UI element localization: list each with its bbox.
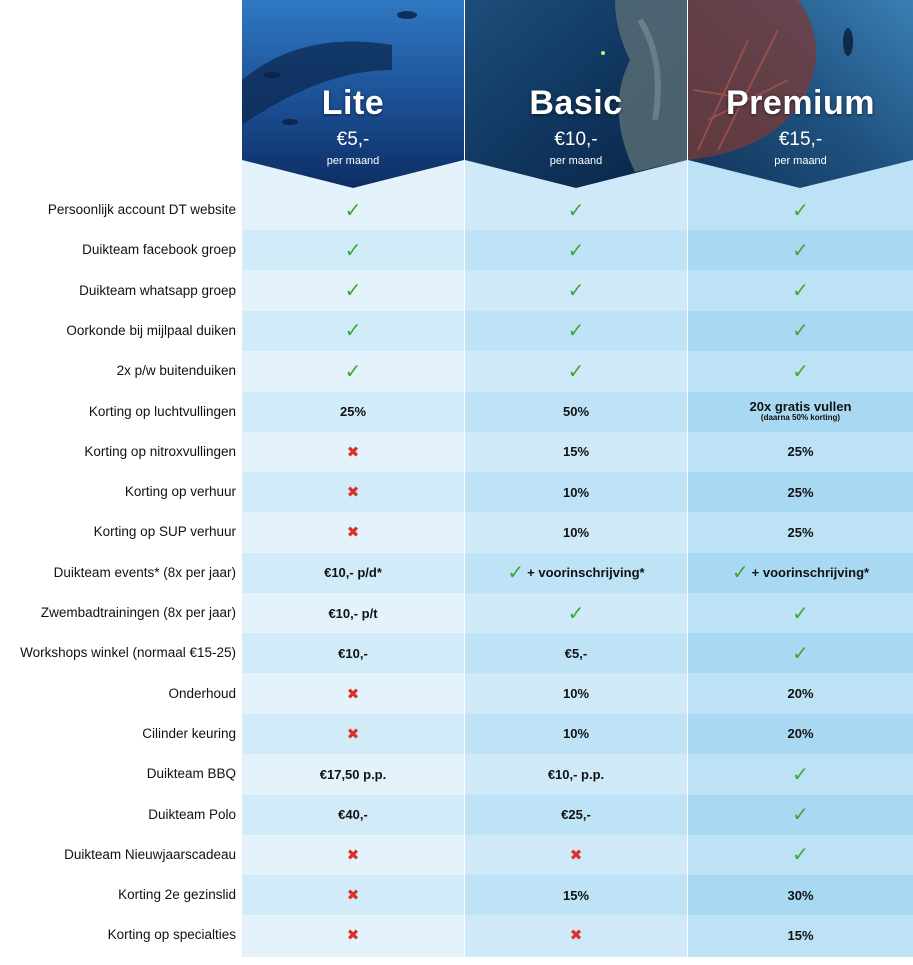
cell-basic (465, 795, 687, 835)
cross-icon: ✖ (346, 725, 360, 743)
plan-price: €5,- (336, 129, 370, 150)
cell-lite (242, 472, 464, 512)
cell-basic (465, 311, 687, 351)
plan-header-premium (688, 0, 913, 188)
table-row (0, 674, 913, 714)
feature-label: Korting op SUP verhuur (93, 524, 236, 540)
cell-text: 25% (787, 484, 814, 500)
plan-header-lite (242, 0, 464, 188)
check-icon: ✓ (792, 804, 809, 826)
table-row (0, 432, 913, 472)
check-icon: ✓ (792, 642, 809, 665)
table-row (0, 351, 913, 391)
cell-text: 30% (787, 887, 814, 903)
cell-basic (465, 875, 687, 915)
cell-premium (688, 271, 913, 311)
feature-label: Onderhoud (168, 685, 236, 701)
cell-premium (688, 512, 913, 552)
cell-lite (242, 392, 464, 432)
cell-text: 25% (787, 524, 814, 540)
cell-text: + voorinschrijving* (751, 565, 870, 581)
check-icon: ✓ (344, 320, 362, 343)
cross-icon: ✖ (346, 846, 360, 864)
cell-lite (242, 674, 464, 714)
cell-basic (465, 230, 687, 270)
plan-header-basic (465, 0, 687, 188)
cell-premium (688, 230, 913, 270)
feature-label: Duikteam Nieuwjaarscadeau (64, 846, 236, 862)
check-icon: ✓ (792, 280, 809, 303)
cell-lite (242, 351, 464, 391)
feature-label: Workshops winkel (normaal €15-25) (20, 645, 236, 661)
check-icon: ✓ (792, 199, 809, 222)
cell-basic (465, 190, 687, 230)
table-row (0, 512, 913, 552)
cell-note: (daarna 50% korting) (760, 413, 841, 423)
plan-price: €15,- (778, 129, 823, 150)
cell-basic (465, 714, 687, 754)
cell-text: 15% (562, 444, 590, 460)
cell-text: €10,- (338, 645, 368, 661)
table-row (0, 392, 913, 432)
feature-label: Korting op specialties (107, 927, 236, 943)
cell-premium (688, 754, 913, 794)
cell-lite (242, 432, 464, 472)
check-icon: ✓ (567, 199, 585, 222)
cell-premium (688, 835, 913, 875)
check-icon: ✓ (567, 360, 585, 383)
cell-text: 10% (562, 726, 590, 742)
cell-premium (688, 875, 913, 915)
cell-premium (688, 553, 913, 593)
cell-text: 50% (562, 404, 590, 419)
cell-lite (242, 512, 464, 552)
cell-basic (465, 674, 687, 714)
cell-premium (688, 795, 913, 835)
cell-basic (465, 633, 687, 673)
plan-period: per maand (774, 155, 827, 167)
table-row (0, 754, 913, 794)
cell-text: 10% (562, 524, 590, 540)
cell-text: 20x gratis vullen (749, 399, 852, 415)
check-icon: ✓ (344, 199, 362, 222)
cross-icon: ✖ (346, 484, 360, 502)
cell-lite (242, 714, 464, 754)
feature-label: Duikteam BBQ (146, 766, 236, 782)
cell-premium (688, 392, 913, 432)
cell-lite (242, 754, 464, 794)
table-row (0, 271, 913, 311)
plan-name: Basic (529, 84, 623, 122)
cell-lite (242, 553, 464, 593)
check-icon: ✓ (792, 320, 809, 343)
cell-premium (688, 714, 913, 754)
cell-text: 25% (787, 444, 814, 460)
table-row (0, 190, 913, 230)
cell-text: 25% (339, 404, 367, 419)
table-row (0, 915, 913, 955)
cell-basic (465, 351, 687, 391)
cell-basic (465, 754, 687, 794)
cell-premium (688, 472, 913, 512)
cross-icon: ✖ (346, 927, 360, 945)
cell-lite (242, 795, 464, 835)
cell-basic (465, 835, 687, 875)
check-icon: ✓ (567, 239, 585, 262)
check-icon: ✓ (792, 844, 809, 867)
cell-text: €10,- p/d* (324, 565, 382, 581)
cell-basic (465, 271, 687, 311)
plan-period: per maand (326, 155, 380, 167)
feature-label: Korting 2e gezinslid (118, 887, 236, 903)
cell-premium (688, 633, 913, 673)
cell-text: €25,- (561, 807, 591, 822)
check-icon: ✓ (567, 280, 585, 303)
check-icon: ✓ (792, 763, 809, 786)
feature-label: Korting op nitroxvullingen (84, 443, 236, 459)
cell-premium (688, 915, 913, 955)
cell-premium (688, 351, 913, 391)
check-icon: ✓ (792, 602, 809, 625)
feature-label: Duikteam whatsapp groep (79, 282, 236, 298)
cell-basic (465, 553, 687, 593)
cell-lite (242, 271, 464, 311)
table-row (0, 472, 913, 512)
check-icon: ✓ (731, 562, 749, 585)
cell-lite (242, 875, 464, 915)
cell-basic (465, 593, 687, 633)
check-icon: ✓ (567, 602, 585, 625)
cell-text: €10,- p.p. (547, 766, 605, 782)
check-icon: ✓ (792, 239, 809, 262)
check-icon: ✓ (567, 320, 585, 343)
cell-basic (465, 512, 687, 552)
cell-lite (242, 915, 464, 955)
cell-text: €10,- p/t (328, 605, 378, 621)
cell-premium (688, 593, 913, 633)
cell-text: 10% (562, 484, 590, 500)
cell-lite (242, 311, 464, 351)
cell-basic (465, 432, 687, 472)
check-icon: ✓ (344, 239, 362, 262)
table-row (0, 795, 913, 835)
plan-price: €10,- (554, 129, 598, 150)
check-icon: ✓ (792, 360, 809, 383)
table-row (0, 835, 913, 875)
cell-premium (688, 432, 913, 472)
cell-premium (688, 190, 913, 230)
cell-text: €5,- (564, 645, 588, 661)
table-row (0, 230, 913, 270)
plan-period: per maand (549, 155, 603, 167)
cross-icon: ✖ (346, 524, 360, 542)
feature-label: Persoonlijk account DT website (47, 202, 236, 217)
cell-text: €40,- (338, 807, 368, 822)
cell-text: 10% (562, 686, 590, 702)
table-row (0, 553, 913, 593)
check-icon: ✓ (344, 280, 362, 303)
feature-label: Duikteam facebook groep (82, 242, 236, 258)
cell-text: 20% (787, 726, 814, 742)
cell-text: 15% (787, 927, 814, 943)
feature-label: Duikteam Polo (148, 806, 236, 822)
table-row (0, 875, 913, 915)
table-row (0, 311, 913, 351)
cross-icon: ✖ (569, 846, 583, 864)
plan-name: Premium (726, 84, 875, 122)
cell-basic (465, 472, 687, 512)
table-row (0, 593, 913, 633)
cell-text: 15% (562, 887, 590, 903)
feature-label: Duikteam events* (8x per jaar) (53, 564, 236, 580)
cell-premium (688, 311, 913, 351)
check-icon: ✓ (344, 360, 362, 383)
check-icon: ✓ (507, 562, 525, 585)
cell-basic (465, 392, 687, 432)
feature-label: Oorkonde bij mijlpaal duiken (66, 322, 236, 338)
plan-name: Lite (321, 84, 385, 122)
cell-premium (688, 674, 913, 714)
feature-label: Korting op verhuur (124, 484, 236, 500)
cell-lite (242, 835, 464, 875)
table-row (0, 714, 913, 754)
cross-icon: ✖ (346, 887, 360, 905)
cell-basic (465, 915, 687, 955)
table-row (0, 633, 913, 673)
feature-label: Cilinder keuring (142, 725, 236, 741)
cell-lite (242, 190, 464, 230)
feature-label: Zwembadtrainingen (8x per jaar) (40, 605, 236, 620)
cell-lite (242, 633, 464, 673)
cell-lite (242, 230, 464, 270)
cell-text: €17,50 p.p. (319, 766, 387, 782)
cross-icon: ✖ (569, 927, 583, 945)
cell-text: + voorinschrijving* (527, 565, 645, 581)
cell-text: 20% (787, 686, 814, 702)
cross-icon: ✖ (346, 443, 360, 461)
feature-label: 2x p/w buitenduiken (116, 363, 236, 379)
feature-label: Korting op luchtvullingen (88, 403, 236, 419)
cell-lite (242, 593, 464, 633)
cross-icon: ✖ (346, 685, 360, 703)
